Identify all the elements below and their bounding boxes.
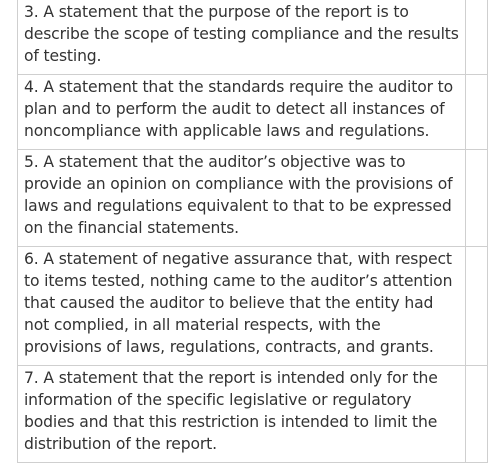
- statement-cell: 7. A statement that the report is intended only for the information of the specific legislative or regulatory bodies and that this restriction is intended to limit the distribution of the report.: [18, 365, 466, 462]
- empty-cell: [466, 246, 488, 365]
- statement-cell: 5. A statement that the auditor’s objective was to provide an opinion on compliance with the provisions of laws and regulations equivalent to that to be expressed on the financial statements.: [18, 149, 466, 246]
- empty-cell: [466, 365, 488, 462]
- empty-cell: [466, 74, 488, 149]
- table-row: [18, 0, 488, 74]
- empty-cell: [466, 149, 488, 246]
- statements-table: [17, 0, 488, 463]
- statements-table-container: [17, 0, 488, 463]
- empty-cell: [466, 0, 488, 74]
- statement-cell: 3. A statement that the purpose of the report is to describe the scope of testing compliance and the results of testing.: [18, 0, 466, 74]
- table-row: [18, 74, 488, 149]
- table-row: [18, 149, 488, 246]
- table-row: [18, 365, 488, 462]
- statement-cell: 6. A statement of negative assurance that, with respect to items tested, nothing came to the auditor’s attention that caused the auditor to believe that the entity had not complied, in all material respects, with the provisions of laws, regulations, contracts, and grants.: [18, 246, 466, 365]
- statement-cell: 4. A statement that the standards require the auditor to plan and to perform the audit to detect all instances of noncompliance with applicable laws and regulations.: [18, 74, 466, 149]
- table-row: [18, 246, 488, 365]
